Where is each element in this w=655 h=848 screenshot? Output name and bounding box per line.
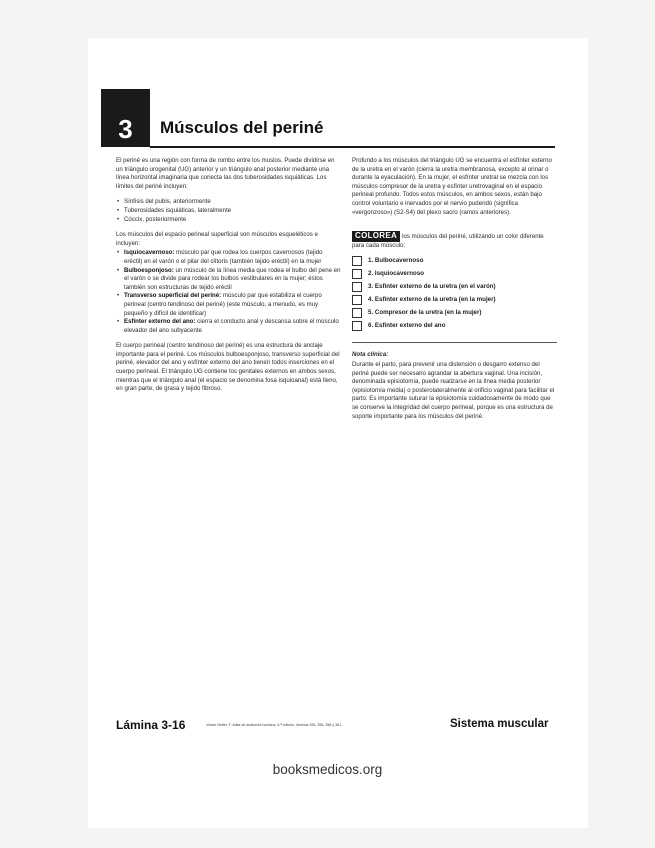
checkbox[interactable] <box>352 295 362 305</box>
checklist-item <box>352 267 557 280</box>
checklist-label: 6. Esfínter externo del ano <box>368 321 446 329</box>
checklist-item <box>352 280 557 293</box>
section-label: Sistema muscular <box>450 718 549 730</box>
chapter-number: 3 <box>118 114 133 144</box>
section-divider <box>352 342 557 343</box>
header-rule <box>150 146 555 148</box>
list-item <box>124 318 341 335</box>
perineal-body-paragraph: El cuerpo perineal (centro tendinoso del periné) es una estructura de anclaje importante para el periné. Los músculos bulboesponjoso, transverso superficial del periné, elevador del ano y esfínter externo del ano tienen todos inserciones en el cuerpo perineal. El triángulo UG contiene los genitales externos en ambos sexos, mientras que el triángulo anal (el espacio se denomina fosa isquioanal) está lleno, en gran parte, de grasa y tejido fibroso. <box>116 342 340 393</box>
checklist-label: 3. Esfínter externo de la uretra (en el varón) <box>368 282 496 290</box>
checklist-label: 4. Esfínter externo de la uretra (en la mujer) <box>368 295 496 303</box>
checklist-label: 1. Bulbocavernoso <box>368 256 424 264</box>
coloring-task <box>352 231 557 332</box>
muscle-description: músculo par que rodea los cuerpos cavernosos (tejido eréctil) en el varón o el pilar del clítoris (también tejido eréctil) en la mujer <box>124 249 323 265</box>
checklist-item <box>352 306 557 319</box>
clinical-note-title: Nota clínica: <box>352 351 389 359</box>
left-column <box>116 157 341 401</box>
checklist-item <box>352 319 557 332</box>
checkbox[interactable] <box>352 308 362 318</box>
list-item: • Cóccix, posteriormente <box>124 216 341 225</box>
reference-note: Véase Netter, F. Atlas de anatomía humana, 6.ª edición, láminas 355, 356, 358 y 361. <box>206 723 343 727</box>
muscle-name: Esfínter externo del ano: <box>124 318 196 326</box>
deep-muscles-paragraph: Profundo a los músculos del triángulo UG se encuentra el esfínter externo de la uretra en el varón (cierra la uretra membranosa, excepto al orinar o durante la eyaculación). En la mujer, el esfínter uretral se mezcla con los músculos compresor de la uretra y esfínter uretrovaginal en el espacio perineal profundo. Todos estos músculos, en ambos sexos, están bajo control voluntario e inervados por el nervio pudendo (significa «vergonzoso») (S2-S4) del plexo sacro (ramos anteriores). <box>352 157 552 216</box>
checklist-label: 2. Isquiocavernoso <box>368 269 425 277</box>
muscles-intro-paragraph: Los músculos del espacio perineal superficial son músculos esqueléticos e incluyen: <box>116 231 318 247</box>
limits-list <box>116 198 341 224</box>
muscle-description: un músculo de la línea media que rodea el bulbo del pene en el varón o se divide para rodear los bulbos vestibulares en la mujer; éstos también son estructuras de tejido eréctil <box>124 266 341 291</box>
chapter-number-block <box>101 89 150 147</box>
muscle-name: Transverso superficial del periné: <box>124 292 222 300</box>
page-title: Músculos del periné <box>160 118 324 137</box>
checklist-item <box>352 293 557 306</box>
muscle-description: músculo par que estabiliza el cuerpo perineal (centro tendinoso del periné) (este músculo, a menudo, es muy pequeño y difícil de identificar) <box>124 292 322 317</box>
list-item <box>124 249 341 266</box>
checklist-item <box>352 254 557 267</box>
clinical-note-text: Durante el parto, para prevenir una distensión o desgarro extenso del periné puede ser necesario agrandar la abertura vaginal. Una incisión, denominada episiotomía, puede realizarse en la línea media posterior (episiotomía media) o posterolateralmente al orificio vaginal para facilitar el parto. Es importante suturar la episiotomía cuidadosamente de modo que se conserve la integridad del cuerpo perineal, porque es una estructura de soporte importante para los músculos del periné. <box>352 360 555 420</box>
checklist-label: 5. Compresor de la uretra (en la mujer) <box>368 308 482 316</box>
muscles-list <box>116 249 341 335</box>
muscle-name: Bulboesponjoso: <box>124 266 174 274</box>
right-column <box>352 157 557 428</box>
muscle-description: cierra el conducto anal y descansa sobre el músculo elevador del ano subyacente <box>124 318 339 334</box>
colorea-label: COLOREA <box>352 231 400 242</box>
plate-label: Lámina 3-16 <box>116 718 186 732</box>
coloring-instructions: los músculos del periné, utilizando un color diferente para cada músculo: <box>352 233 544 249</box>
checkbox[interactable] <box>352 282 362 292</box>
coloring-checklist <box>352 254 557 332</box>
intro-paragraph: El periné es una región con forma de rombo entre los muslos. Puede dividirse en un triángulo urogenital (UG) anterior y un triángulo anal posterior mediante una línea horizontal imaginaria que conecta las dos tuberosidades isquiáticas. Los límites del periné incluyen: <box>116 157 335 190</box>
list-item: • Tuberosidades isquiáticas, lateralmente <box>124 207 341 216</box>
watermark: booksmedicos.org <box>272 762 383 777</box>
checkbox[interactable] <box>352 256 362 266</box>
muscle-name: Isquiocavernoso: <box>124 249 175 257</box>
checkbox[interactable] <box>352 321 362 331</box>
list-item <box>124 292 341 318</box>
list-item <box>124 267 341 293</box>
list-item: • Sínfisis del pubis, anteriormente <box>124 198 341 207</box>
checkbox[interactable] <box>352 269 362 279</box>
